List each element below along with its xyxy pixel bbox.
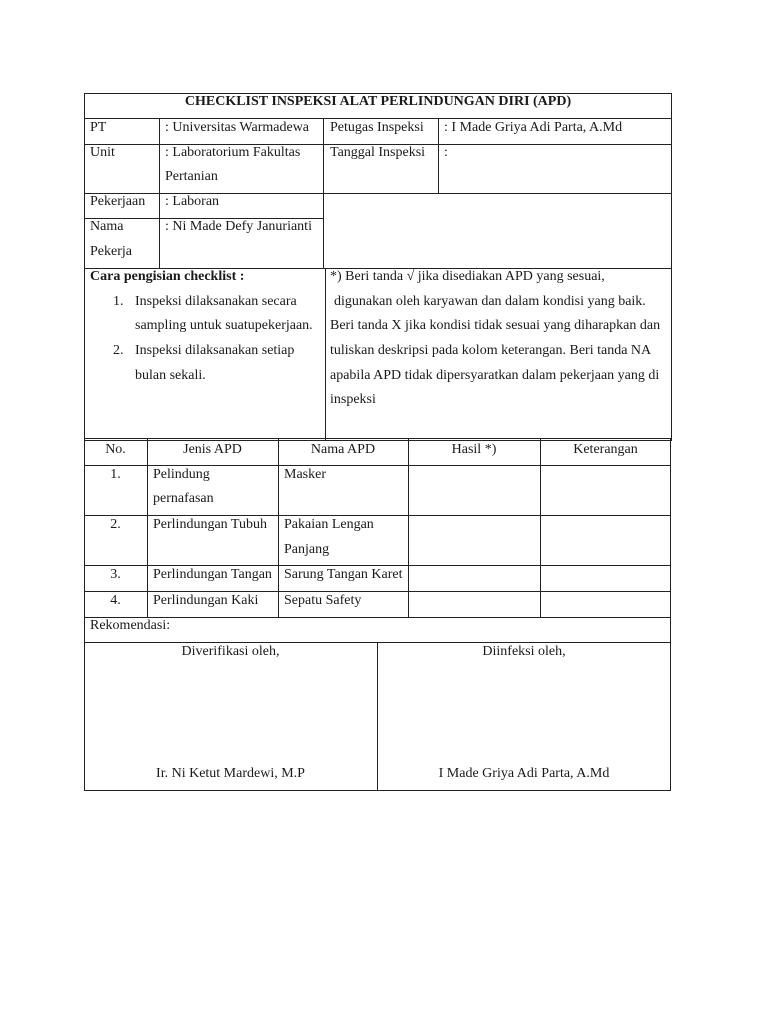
table-header-nama: Nama APD: [310, 442, 376, 457]
pekerjaan-label: Pekerjaan: [90, 194, 146, 209]
pekerjaan-value: : Laboran: [165, 194, 220, 209]
row-2-no: 2.: [110, 517, 121, 532]
form-title: CHECKLIST INSPEKSI ALAT PERLINDUNGAN DIRI (APD): [184, 94, 572, 109]
unit-value-line2: Pertanian: [165, 169, 218, 184]
rekomendasi-label: Rekomendasi:: [90, 618, 171, 633]
row-4-nama: Sepatu Safety: [284, 593, 362, 608]
petugas-label: Petugas Inspeksi: [330, 120, 424, 135]
instruction-1-line2: sampling untuk suatupekerjaan.: [135, 318, 313, 333]
row-2-nama-line2: Panjang: [284, 542, 330, 557]
table-header-no: No.: [105, 442, 126, 457]
note-line3: Beri tanda X jika kondisi tidak sesuai yang diharapkan dan: [330, 318, 661, 333]
instruction-2-number: 2.: [113, 343, 124, 358]
inspected-by-name: I Made Griya Adi Parta, A.Md: [438, 766, 610, 781]
row-1-jenis-line1: Pelindung: [153, 467, 210, 482]
unit-value-line1: : Laboratorium Fakultas: [165, 145, 301, 160]
row-4-no: 4.: [110, 593, 121, 608]
petugas-value: : I Made Griya Adi Parta, A.Md: [444, 120, 623, 135]
table-header-jenis: Jenis APD: [183, 442, 242, 457]
nama-value: : Ni Made Defy Janurianti: [165, 219, 312, 234]
verified-by-label: Diverifikasi oleh,: [181, 644, 280, 659]
tanggal-label: Tanggal Inspeksi: [330, 145, 426, 160]
tanggal-value: :: [444, 145, 448, 160]
unit-label: Unit: [90, 145, 115, 160]
note-line4: tuliskan deskripsi pada kolom keterangan. Beri tanda NA: [330, 343, 652, 358]
note-line1: *) Beri tanda √ jika disediakan APD yang sesuai,: [330, 269, 605, 284]
row-4-jenis: Perlindungan Kaki: [153, 593, 259, 608]
note-line2: digunakan oleh karyawan dan dalam kondisi yang baik.: [334, 294, 646, 309]
row-1-no: 1.: [110, 467, 121, 482]
instruction-1-line1: Inspeksi dilaksanakan secara: [135, 294, 297, 309]
table-header-hasil: Hasil *): [451, 442, 497, 457]
row-3-no: 3.: [110, 567, 121, 582]
row-3-jenis: Perlindungan Tangan: [153, 567, 272, 582]
table-header-keterangan: Keterangan: [573, 442, 638, 457]
instruction-1-number: 1.: [113, 294, 124, 309]
pt-value: : Universitas Warmadewa: [165, 120, 310, 135]
row-2-jenis: Perlindungan Tubuh: [153, 517, 267, 532]
row-2-nama-line1: Pakaian Lengan: [284, 517, 374, 532]
instruction-2-line1: Inspeksi dilaksanakan setiap: [135, 343, 295, 358]
row-3-nama: Sarung Tangan Karet: [284, 567, 403, 582]
inspected-by-label: Diinfeksi oleh,: [482, 644, 566, 659]
note-line6: inspeksi: [330, 392, 376, 407]
note-line5: apabila APD tidak dipersyaratkan dalam pekerjaan yang di: [330, 368, 660, 383]
nama-label-line2: Pekerja: [90, 244, 132, 259]
instruction-2-line2: bulan sekali.: [135, 368, 206, 383]
row-1-nama: Masker: [284, 467, 326, 482]
row-1-jenis-line2: pernafasan: [153, 491, 214, 506]
pt-label: PT: [90, 120, 107, 135]
verified-by-name: Ir. Ni Ketut Mardewi, M.P: [156, 766, 305, 781]
instructions-heading: Cara pengisian checklist :: [90, 269, 245, 284]
nama-label-line1: Nama: [90, 219, 124, 234]
